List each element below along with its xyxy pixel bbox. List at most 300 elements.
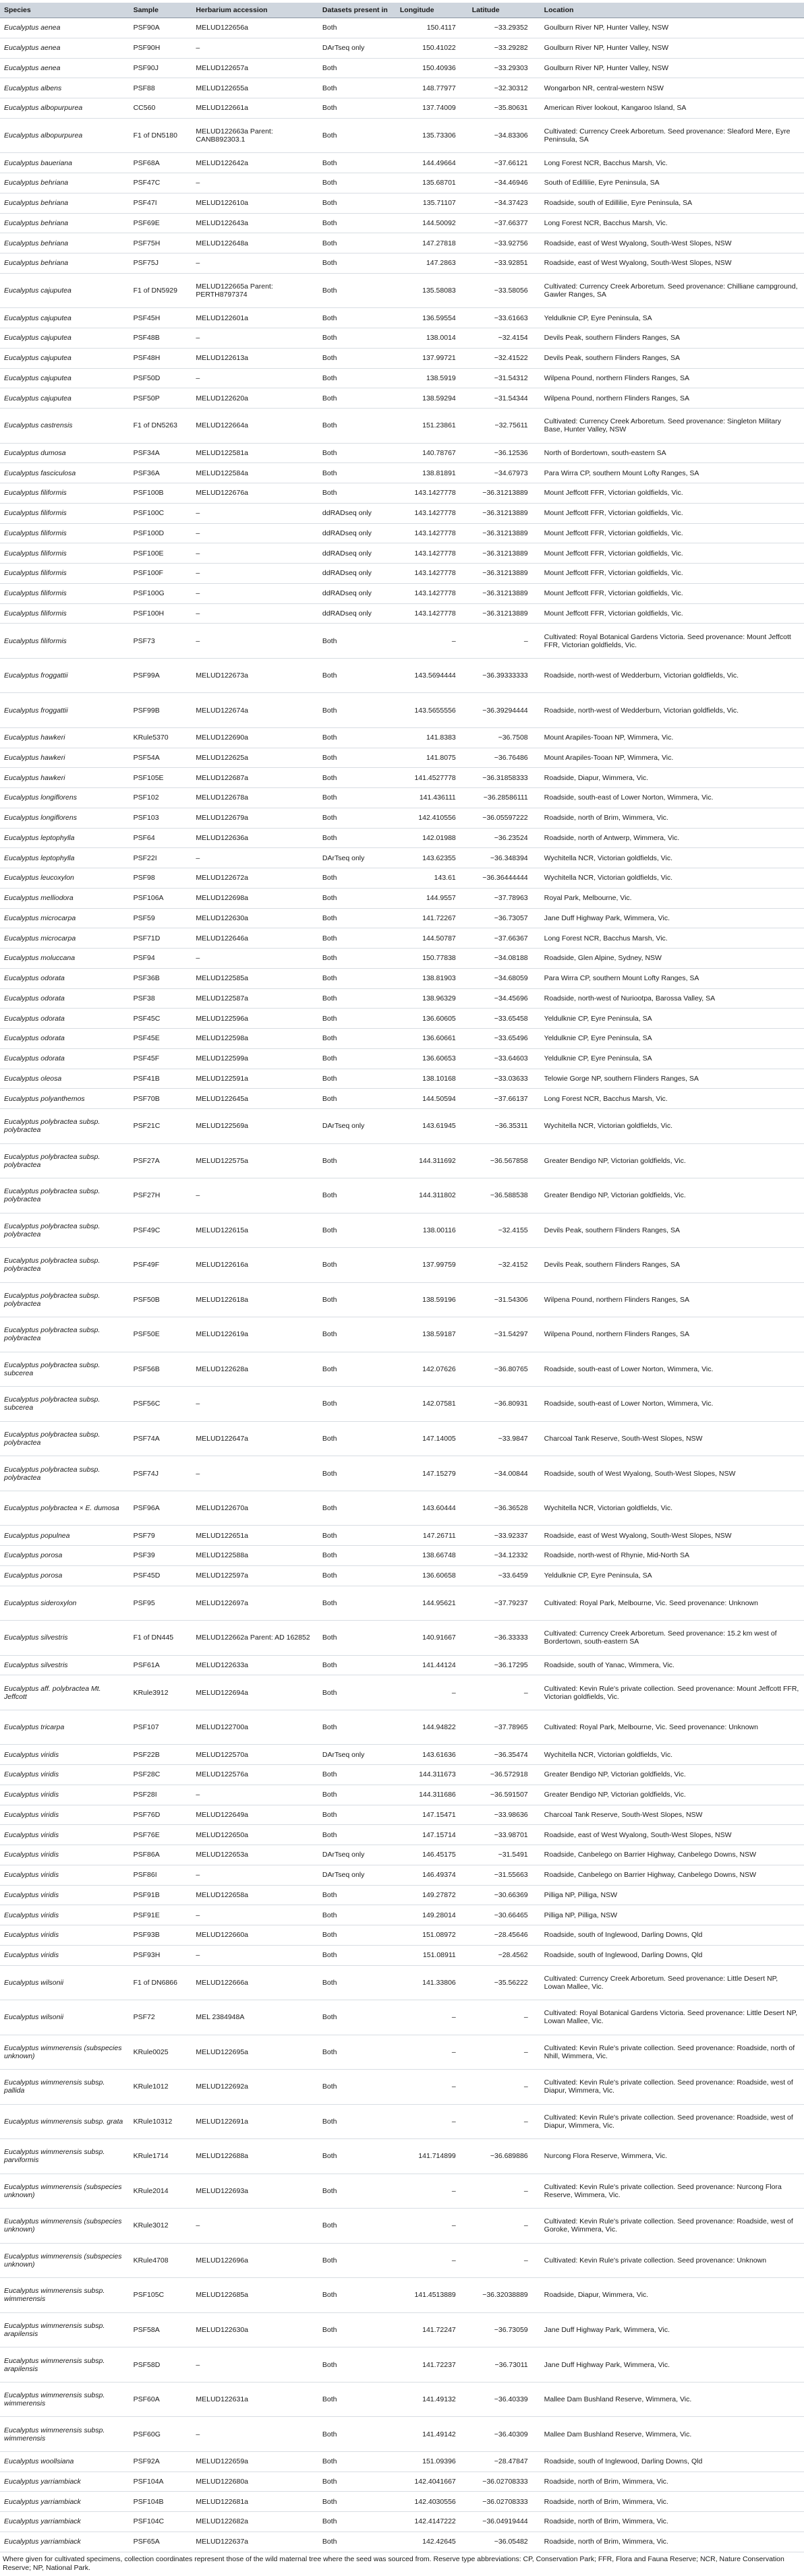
longitude-cell: 142.4041667 [396,2472,468,2492]
datasets-cell: Both [318,727,396,748]
herbarium-accession-cell: MELUD122697a [192,1586,318,1621]
table-row [0,1317,804,1352]
location-cell: Cultivated: Currency Creek Arboretum. Seed provenance: Singleton Military Base, Hunter Valley, NSW [540,409,804,444]
header-sample: Sample [130,3,192,18]
table-row [0,308,804,328]
datasets-cell: Both [318,2104,396,2139]
species-cell: Eucalyptus leptophylla [0,828,130,848]
herbarium-accession-cell: MELUD122631a [192,2382,318,2417]
sample-cell: PSF94 [130,949,192,969]
location-cell: Yeldulknie CP, Eyre Peninsula, SA [540,1048,804,1069]
datasets-cell: Both [318,2382,396,2417]
latitude-cell: −36.36444444 [468,868,540,889]
latitude-cell: – [468,2243,540,2278]
sample-cell: PSF59 [130,908,192,928]
latitude-cell: −33.29303 [468,58,540,78]
table-row [0,2070,804,2105]
longitude-cell: 137.99721 [396,348,468,368]
herbarium-accession-cell: MELUD122625a [192,748,318,768]
herbarium-accession-cell: – [192,1456,318,1491]
herbarium-accession-cell: – [192,2209,318,2244]
location-cell: Mount Jeffcott FFR, Victorian goldfields, Vic. [540,583,804,603]
datasets-cell: Both [318,18,396,38]
datasets-cell: Both [318,193,396,213]
species-cell: Eucalyptus moluccana [0,949,130,969]
table-row [0,1069,804,1089]
datasets-cell: Both [318,388,396,409]
location-cell: Roadside, south-east of Lower Norton, Wimmera, Vic. [540,788,804,808]
sample-cell: PSF88 [130,78,192,98]
species-cell: Eucalyptus cajuputea [0,308,130,328]
sample-cell: PSF69E [130,213,192,233]
datasets-cell: Both [318,2035,396,2070]
species-cell: Eucalyptus polybractea subsp. polybractea [0,1213,130,1248]
herbarium-accession-cell: MELUD122591a [192,1069,318,1089]
latitude-cell: −36.02708333 [468,2472,540,2492]
table-row [0,2417,804,2452]
datasets-cell: Both [318,1885,396,1905]
species-cell: Eucalyptus filiformis [0,483,130,504]
herbarium-accession-cell: – [192,564,318,584]
location-cell: Long Forest NCR, Bacchus Marsh, Vic. [540,1089,804,1109]
latitude-cell: −32.4154 [468,328,540,349]
table-row [0,1109,804,1144]
location-cell: Mount Jeffcott FFR, Victorian goldfields, Vic. [540,543,804,564]
sample-cell: PSF76E [130,1825,192,1845]
location-cell: Para Wirra CP, southern Mount Lofty Ranges, SA [540,463,804,483]
species-cell: Eucalyptus cajuputea [0,328,130,349]
species-cell: Eucalyptus filiformis [0,503,130,523]
location-cell: Roadside, north of Antwerp, Wimmera, Vic. [540,828,804,848]
species-cell: Eucalyptus polybractea subsp. subcerea [0,1387,130,1422]
table-row [0,1456,804,1491]
location-cell: Devils Peak, southern Flinders Ranges, SA [540,1213,804,1248]
latitude-cell: −36.35311 [468,1109,540,1144]
latitude-cell: −36.39333333 [468,658,540,693]
location-cell: Nurcong Flora Reserve, Wimmera, Vic. [540,2139,804,2174]
longitude-cell: 142.07626 [396,1352,468,1387]
datasets-cell: Both [318,2139,396,2174]
location-cell: Yeldulknie CP, Eyre Peninsula, SA [540,1009,804,1029]
datasets-cell: Both [318,1491,396,1526]
location-cell: Long Forest NCR, Bacchus Marsh, Vic. [540,928,804,949]
sample-cell: PSF100E [130,543,192,564]
datasets-cell: Both [318,828,396,848]
sample-cell: PSF107 [130,1710,192,1745]
location-cell: Wilpena Pound, northern Flinders Ranges, SA [540,1282,804,1317]
sample-cell: PSF38 [130,988,192,1009]
location-cell: Mallee Dam Bushland Reserve, Wimmera, Vic. [540,2417,804,2452]
location-cell: Greater Bendigo NP, Victorian goldfields, Vic. [540,1785,804,1805]
datasets-cell: Both [318,949,396,969]
sample-cell: PSF58A [130,2312,192,2347]
location-cell: Roadside, east of West Wyalong, South-West Slopes, NSW [540,253,804,274]
sample-cell: PSF95 [130,1586,192,1621]
herbarium-accession-cell: – [192,949,318,969]
latitude-cell: −36.31213889 [468,483,540,504]
datasets-cell: Both [318,328,396,349]
header-latitude: Latitude [468,3,540,18]
species-cell: Eucalyptus sideroxylon [0,1586,130,1621]
species-cell: Eucalyptus porosa [0,1565,130,1586]
longitude-cell: 136.60605 [396,1009,468,1029]
species-cell: Eucalyptus wilsonii [0,2000,130,2035]
herbarium-accession-cell: MELUD122601a [192,308,318,328]
sample-cell: PSF45D [130,1565,192,1586]
table-row [0,328,804,349]
latitude-cell: −33.64603 [468,1048,540,1069]
table-row [0,727,804,748]
sample-cell: PSF96A [130,1491,192,1526]
table-row [0,603,804,624]
datasets-cell: Both [318,409,396,444]
latitude-cell: −34.45696 [468,988,540,1009]
location-cell: Roadside, Canbelego on Barrier Highway, Canbelego Downs, NSW [540,1845,804,1865]
species-cell: Eucalyptus filiformis [0,583,130,603]
location-cell: Mount Arapiles-Tooan NP, Wimmera, Vic. [540,727,804,748]
longitude-cell: 143.61636 [396,1745,468,1765]
species-cell: Eucalyptus yarriambiack [0,2472,130,2492]
herbarium-accession-cell: MELUD122659a [192,2451,318,2472]
datasets-cell: Both [318,2070,396,2105]
header-herbarium-accession: Herbarium accession [192,3,318,18]
herbarium-accession-cell: MELUD122598a [192,1029,318,1049]
table-row [0,1675,804,1710]
datasets-cell: Both [318,2417,396,2452]
sample-cell: PSF93H [130,1945,192,1965]
datasets-cell: Both [318,2312,396,2347]
table-row [0,1546,804,1566]
table-row [0,1925,804,1946]
longitude-cell: 136.60661 [396,1029,468,1049]
herbarium-accession-cell: MELUD122691a [192,2104,318,2139]
latitude-cell: −36.05482 [468,2532,540,2552]
datasets-cell: Both [318,808,396,828]
herbarium-accession-cell: MELUD122676a [192,483,318,504]
location-cell: North of Bordertown, south-eastern SA [540,443,804,463]
sample-cell: PSF28I [130,1785,192,1805]
species-cell: Eucalyptus filiformis [0,543,130,564]
species-cell: Eucalyptus albens [0,78,130,98]
table-row [0,2104,804,2139]
longitude-cell: 138.10168 [396,1069,468,1089]
herbarium-accession-cell: – [192,1865,318,1885]
latitude-cell: – [468,2000,540,2035]
herbarium-accession-cell: MELUD122649a [192,1805,318,1825]
datasets-cell: Both [318,1248,396,1283]
sample-cell: PSF74A [130,1421,192,1456]
sample-cell: PSF50E [130,1317,192,1352]
species-cell: Eucalyptus hawkeri [0,768,130,788]
latitude-cell: −36.35474 [468,1745,540,1765]
longitude-cell: 142.4147222 [396,2512,468,2532]
longitude-cell: 144.50594 [396,1089,468,1109]
species-cell: Eucalyptus behriana [0,193,130,213]
herbarium-accession-cell: – [192,543,318,564]
longitude-cell: 144.94822 [396,1710,468,1745]
table-row [0,1965,804,2000]
location-cell: Greater Bendigo NP, Victorian goldfields, Vic. [540,1143,804,1178]
sample-cell: PSF75H [130,233,192,253]
table-row [0,908,804,928]
species-cell: Eucalyptus viridis [0,1865,130,1885]
latitude-cell: −34.83306 [468,118,540,153]
table-row [0,543,804,564]
herbarium-accession-cell: MELUD122695a [192,2035,318,2070]
datasets-cell: Both [318,1825,396,1845]
datasets-cell: Both [318,78,396,98]
location-cell: Goulburn River NP, Hunter Valley, NSW [540,18,804,38]
location-cell: Cultivated: Currency Creek Arboretum. Seed provenance: Sleaford Mere, Eyre Peninsula, SA [540,118,804,153]
latitude-cell: −32.4152 [468,1248,540,1283]
sample-cell: PSF90A [130,18,192,38]
sample-cell: PSF104B [130,2492,192,2512]
longitude-cell: 138.96329 [396,988,468,1009]
longitude-cell: 142.42645 [396,2532,468,2552]
longitude-cell: 141.72247 [396,2312,468,2347]
table-row [0,2174,804,2209]
location-cell: Mount Arapiles-Tooan NP, Wimmera, Vic. [540,748,804,768]
table-row [0,193,804,213]
location-cell: Roadside, south-east of Lower Norton, Wimmera, Vic. [540,1387,804,1422]
species-cell: Eucalyptus polybractea × E. dumosa [0,1491,130,1526]
longitude-cell: 141.4527778 [396,768,468,788]
longitude-cell: 140.78767 [396,443,468,463]
herbarium-accession-cell: MELUD122664a [192,409,318,444]
latitude-cell: −33.92851 [468,253,540,274]
table-row [0,2000,804,2035]
latitude-cell: −36.76486 [468,748,540,768]
location-cell: Wongarbon NR, central-western NSW [540,78,804,98]
table-row [0,409,804,444]
datasets-cell: Both [318,658,396,693]
datasets-cell: Both [318,348,396,368]
species-cell: Eucalyptus polybractea subsp. polybractea [0,1421,130,1456]
latitude-cell: −33.6459 [468,1565,540,1586]
latitude-cell: −33.29352 [468,18,540,38]
sample-cell: KRule0025 [130,2035,192,2070]
table-row [0,624,804,659]
herbarium-accession-cell: MELUD122648a [192,233,318,253]
sample-cell: F1 of DN5180 [130,118,192,153]
longitude-cell: 144.50092 [396,213,468,233]
location-cell: Yeldulknie CP, Eyre Peninsula, SA [540,308,804,328]
datasets-cell: Both [318,153,396,173]
sample-cell: PSF58D [130,2347,192,2383]
latitude-cell: −36.80931 [468,1387,540,1422]
herbarium-accession-cell: – [192,1905,318,1925]
species-cell: Eucalyptus wimmerensis subsp. arapilensis [0,2312,130,2347]
latitude-cell: −36.31213889 [468,503,540,523]
longitude-cell: 147.2863 [396,253,468,274]
latitude-cell: −36.17295 [468,1655,540,1675]
longitude-cell: 149.27872 [396,1885,468,1905]
sample-cell: PSF60A [130,2382,192,2417]
longitude-cell: 150.4117 [396,18,468,38]
herbarium-accession-cell: MELUD122630a [192,908,318,928]
latitude-cell: −35.80631 [468,98,540,119]
datasets-cell: Both [318,1048,396,1069]
datasets-cell: Both [318,2492,396,2512]
latitude-cell: −36.02708333 [468,2492,540,2512]
herbarium-accession-cell: MELUD122673a [192,658,318,693]
datasets-cell: ddRADseq only [318,564,396,584]
latitude-cell: −36.567858 [468,1143,540,1178]
datasets-cell: Both [318,213,396,233]
sample-cell: KRule10312 [130,2104,192,2139]
table-row [0,2139,804,2174]
longitude-cell: 141.44124 [396,1655,468,1675]
sample-cell: CC560 [130,98,192,119]
longitude-cell: 138.81903 [396,968,468,988]
table-row [0,1048,804,1069]
datasets-cell: Both [318,1352,396,1387]
herbarium-accession-cell: – [192,328,318,349]
location-cell: Wilpena Pound, northern Flinders Ranges, SA [540,368,804,388]
datasets-cell: Both [318,2278,396,2313]
species-cell: Eucalyptus wimmerensis subsp. parviformis [0,2139,130,2174]
longitude-cell: 149.28014 [396,1905,468,1925]
species-cell: Eucalyptus viridis [0,1905,130,1925]
latitude-cell: −36.23524 [468,828,540,848]
longitude-cell: 151.23861 [396,409,468,444]
sample-cell: PSF105C [130,2278,192,2313]
herbarium-accession-cell: MELUD122662a Parent: AD 162852 [192,1621,318,1656]
longitude-cell: 142.4030556 [396,2492,468,2512]
sample-cell: PSF74J [130,1456,192,1491]
species-cell: Eucalyptus viridis [0,1945,130,1965]
table-row [0,503,804,523]
latitude-cell: −36.31858333 [468,768,540,788]
longitude-cell: – [396,2070,468,2105]
sample-cell: F1 of DN5929 [130,273,192,308]
longitude-cell: 142.07581 [396,1387,468,1422]
herbarium-accession-cell: MELUD122575a [192,1143,318,1178]
table-row [0,1387,804,1422]
longitude-cell: 142.410556 [396,808,468,828]
latitude-cell: −37.66377 [468,213,540,233]
sample-cell: F1 of DN6866 [130,1965,192,2000]
datasets-cell: Both [318,988,396,1009]
table-row [0,1586,804,1621]
herbarium-accession-cell: – [192,2417,318,2452]
longitude-cell: 138.00116 [396,1213,468,1248]
species-cell: Eucalyptus wimmerensis subsp. pallida [0,2070,130,2105]
location-cell: Roadside, north-west of Wedderburn, Victorian goldfields, Vic. [540,658,804,693]
herbarium-accession-cell: MELUD122643a [192,213,318,233]
datasets-cell: Both [318,1765,396,1785]
latitude-cell: −36.689886 [468,2139,540,2174]
datasets-cell: Both [318,2209,396,2244]
longitude-cell: 142.01988 [396,828,468,848]
datasets-cell: Both [318,1069,396,1089]
sample-cell: KRule2014 [130,2174,192,2209]
longitude-cell: – [396,2209,468,2244]
header-location: Location [540,3,804,18]
species-cell: Eucalyptus polybractea subsp. polybractea [0,1143,130,1178]
herbarium-accession-cell: MELUD122657a [192,58,318,78]
latitude-cell: −37.66121 [468,153,540,173]
herbarium-accession-cell: MELUD122613a [192,348,318,368]
herbarium-accession-cell: MELUD122687a [192,768,318,788]
latitude-cell: −34.12332 [468,1546,540,1566]
sample-cell: PSF50P [130,388,192,409]
herbarium-accession-cell: MELUD122633a [192,1655,318,1675]
species-cell: Eucalyptus odorata [0,968,130,988]
table-row [0,443,804,463]
species-cell: Eucalyptus wilsonii [0,1965,130,2000]
latitude-cell: −33.9847 [468,1421,540,1456]
species-cell: Eucalyptus filiformis [0,624,130,659]
latitude-cell: −30.66369 [468,1885,540,1905]
species-cell: Eucalyptus viridis [0,1885,130,1905]
sample-cell: PSF36B [130,968,192,988]
latitude-cell: −36.04919444 [468,2512,540,2532]
table-row [0,1213,804,1248]
longitude-cell: 141.49142 [396,2417,468,2452]
longitude-cell: 135.58083 [396,273,468,308]
location-cell: Cultivated: Currency Creek Arboretum. Seed provenance: 15.2 km west of Bordertown, south-eastern SA [540,1621,804,1656]
location-cell: Cultivated: Currency Creek Arboretum. Seed provenance: Little Desert NP, Lowan Mallee, Vic. [540,1965,804,2000]
datasets-cell: Both [318,233,396,253]
location-cell: Devils Peak, southern Flinders Ranges, SA [540,1248,804,1283]
sample-cell: PSF56B [130,1352,192,1387]
datasets-cell: Both [318,2000,396,2035]
latitude-cell: −36.31213889 [468,564,540,584]
table-row [0,1621,804,1656]
longitude-cell: 136.60653 [396,1048,468,1069]
location-cell: Charcoal Tank Reserve, South-West Slopes, NSW [540,1805,804,1825]
latitude-cell: −33.92337 [468,1526,540,1546]
species-cell: Eucalyptus microcarpa [0,908,130,928]
species-cell: Eucalyptus albopurpurea [0,118,130,153]
sample-cell: PSF45E [130,1029,192,1049]
herbarium-accession-cell: MEL 2384948A [192,2000,318,2035]
species-cell: Eucalyptus albopurpurea [0,98,130,119]
herbarium-accession-cell: MELUD122660a [192,1925,318,1946]
table-row [0,2492,804,2512]
longitude-cell: – [396,1675,468,1710]
species-cell: Eucalyptus polyanthemos [0,1089,130,1109]
herbarium-accession-cell: MELUD122647a [192,1421,318,1456]
latitude-cell: −37.66367 [468,928,540,949]
herbarium-accession-cell: MELUD122688a [192,2139,318,2174]
herbarium-accession-cell: MELUD122692a [192,2070,318,2105]
latitude-cell: −36.7508 [468,727,540,748]
table-row [0,1421,804,1456]
longitude-cell: 144.95621 [396,1586,468,1621]
sample-cell: PSF99A [130,658,192,693]
latitude-cell: −37.78963 [468,888,540,908]
table-row [0,368,804,388]
species-cell: Eucalyptus cajuputea [0,273,130,308]
sample-cell: PSF90H [130,38,192,58]
species-cell: Eucalyptus viridis [0,1825,130,1845]
longitude-cell: 143.1427778 [396,603,468,624]
table-row [0,1785,804,1805]
longitude-cell: 143.1427778 [396,503,468,523]
sample-cell: F1 of DN445 [130,1621,192,1656]
table-row [0,2209,804,2244]
species-cell: Eucalyptus odorata [0,1009,130,1029]
sample-cell: KRule1714 [130,2139,192,2174]
herbarium-accession-cell: MELUD122615a [192,1213,318,1248]
herbarium-accession-cell: MELUD122661a [192,98,318,119]
longitude-cell: 143.61 [396,868,468,889]
table-row [0,1143,804,1178]
herbarium-accession-cell: MELUD122698a [192,888,318,908]
herbarium-accession-cell: MELUD122636a [192,828,318,848]
